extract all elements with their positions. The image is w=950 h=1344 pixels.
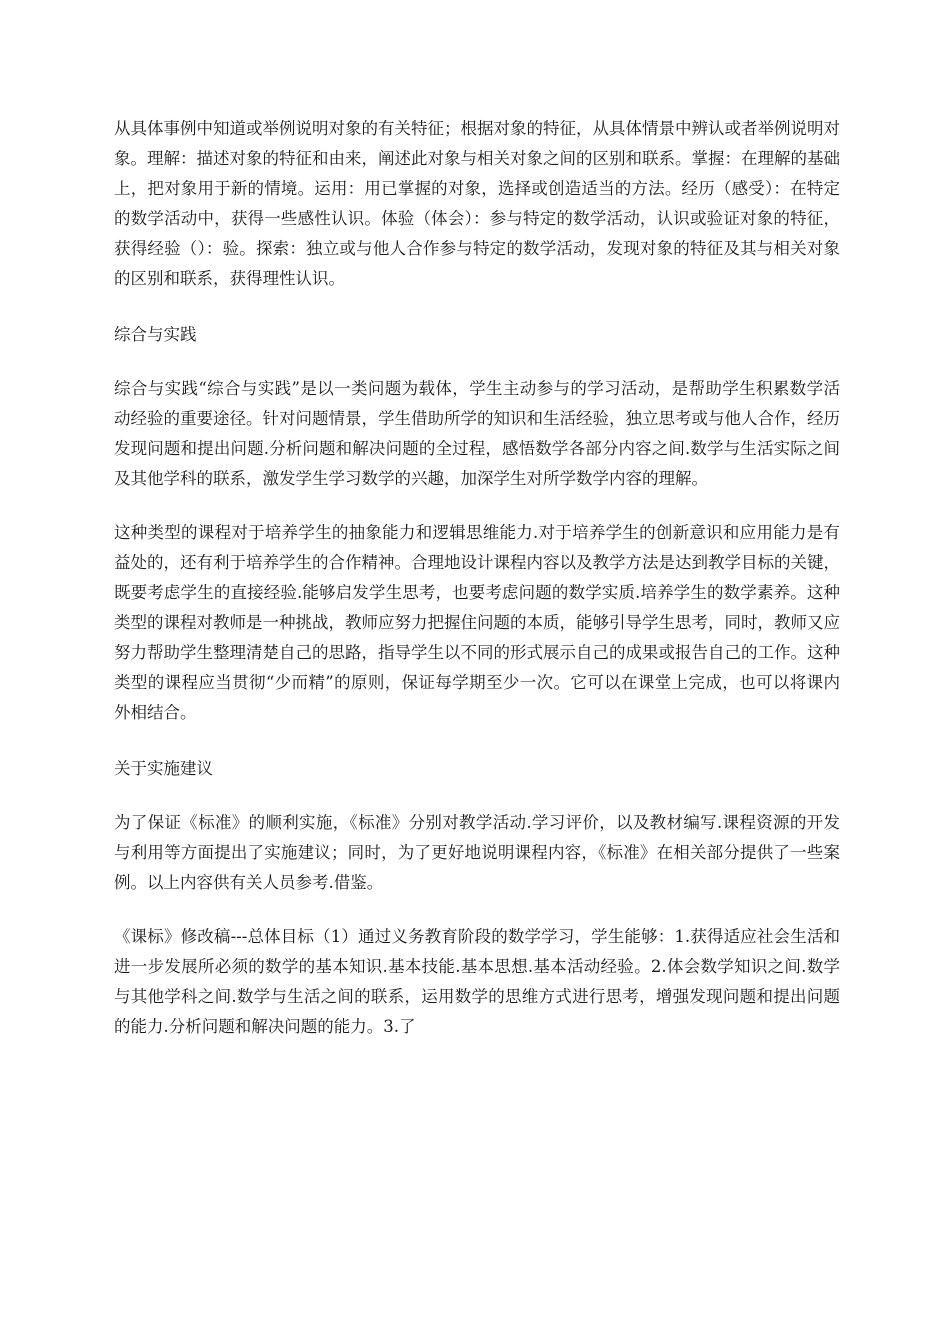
document-page [114,114,840,1042]
heading-implementation-suggestions: 关于实施建议 [114,759,213,778]
paragraph-integration-practice: 综合与实践“综合与实践”是以一类问题为载体，学生主动参与的学习活动，是帮助学生积累数学活动经验的重要途径。针对问题情景，学生借助所学的知识和生活经验，独立思考或与他人合作，经历发现问题和提出问题.分析问题和解决问题的全过程，感悟数学各部分内容之间.数学与生活实际之间及其他学科的联系，激发学生学习数学的兴趣，加深学生对所学数学内容的理解。 [114,379,840,488]
paragraph-definitions: 从具体事例中知道或举例说明对象的有关特征；根据对象的特征，从具体情景中辨认或者举例说明对象。理解：描述对象的特征和由来，阐述此对象与相关对象之间的区别和联系。掌握：在理解的基础上，把对象用于新的情境。运用：用已掌握的对象，选择或创造适当的方法。经历（感受）：在特定的数学活动中，获得一些感性认识。体验（体会）：参与特定的数学活动，认识或验证对象的特征，获得经验（）：验。探索：独立或与他人合作参与特定的数学活动，发现对象的特征及其与相关对象的区别和联系，获得理性认识。 [114,119,840,288]
paragraph-implementation: 为了保证《标准》的顺利实施，《标准》分别对教学活动.学习评价，以及教材编写.课程资源的开发与利用等方面提出了实施建议；同时，为了更好地说明课程内容，《标准》在相关部分提供了一些案例。以上内容供有关人员参考.借鉴。 [114,813,840,892]
paragraph-curriculum-goals: 《课标》修改稿---总体目标（1）通过义务教育阶段的数学学习，学生能够：1.获得适应社会生活和进一步发展所必须的数学的基本知识.基本技能.基本思想.基本活动经验。2.体会数学知识之间.数学与其他学科之间.数学与生活之间的联系，运用数学的思维方式进行思考，增强发现问题和提出问题的能力.分析问题和解决问题的能力。3.了 [114,927,840,1036]
heading-integration-practice: 综合与实践 [114,325,197,344]
paragraph-course-type: 这种类型的课程对于培养学生的抽象能力和逻辑思维能力.对于培养学生的创新意识和应用能力是有益处的，还有利于培养学生的合作精神。合理地设计课程内容以及教学方法是达到教学目标的关键，既要考虑学生的直接经验.能够启发学生思考，也要考虑问题的数学实质.培养学生的数学素养。这种类型的课程对教师是一种挑战，教师应努力把握住问题的本质，能够引导学生思考，同时，教师又应努力帮助学生整理清楚自己的思路，指导学生以不同的形式展示自己的成果或报告自己的工作。这种类型的课程应当贯彻“少而精”的原则，保证每学期至少一次。它可以在课堂上完成，也可以将课内外相结合。 [114,523,840,722]
